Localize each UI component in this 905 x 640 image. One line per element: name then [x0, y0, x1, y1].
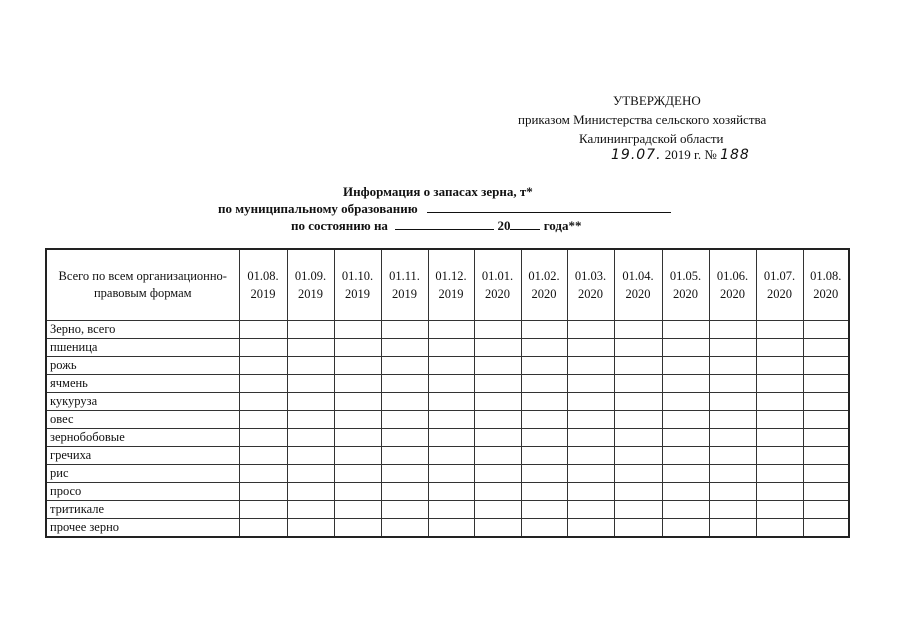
- empty-value-cell: [287, 321, 334, 339]
- empty-value-cell: [474, 357, 521, 375]
- empty-value-cell: [709, 429, 756, 447]
- empty-value-cell: [756, 501, 803, 519]
- row-label: кукуруза: [46, 393, 239, 411]
- empty-value-cell: [239, 483, 287, 501]
- empty-value-cell: [567, 519, 614, 538]
- row-label: прочее зерно: [46, 519, 239, 538]
- empty-value-cell: [334, 411, 381, 429]
- empty-value-cell: [662, 411, 709, 429]
- empty-value-cell: [521, 393, 567, 411]
- empty-value-cell: [239, 339, 287, 357]
- empty-value-cell: [803, 465, 849, 483]
- date-column-day: 01.12.: [435, 269, 467, 283]
- empty-value-cell: [381, 429, 428, 447]
- empty-value-cell: [614, 393, 662, 411]
- empty-value-cell: [662, 429, 709, 447]
- empty-value-cell: [239, 321, 287, 339]
- empty-value-cell: [334, 429, 381, 447]
- date-century: 20: [497, 218, 511, 233]
- approval-date-line: [611, 146, 750, 164]
- date-column-header: [662, 249, 709, 321]
- date-column-year: 2019: [345, 287, 370, 301]
- approval-year-text: 2019 г. №: [664, 147, 717, 162]
- date-column-header: [334, 249, 381, 321]
- empty-value-cell: [709, 519, 756, 538]
- table-row: [46, 393, 849, 411]
- table-row: [46, 429, 849, 447]
- date-day-blank: [395, 217, 494, 230]
- date-column-year: 2019: [438, 287, 464, 301]
- empty-value-cell: [614, 483, 662, 501]
- empty-value-cell: [614, 447, 662, 465]
- empty-value-cell: [614, 375, 662, 393]
- date-column-header: [709, 249, 756, 321]
- table-row: [46, 321, 849, 339]
- empty-value-cell: [803, 519, 849, 538]
- grain-stocks-table: [45, 248, 850, 538]
- table-body: [46, 321, 849, 538]
- empty-value-cell: [709, 447, 756, 465]
- empty-value-cell: [239, 357, 287, 375]
- approval-region-line: Калининградской области: [579, 131, 724, 146]
- empty-value-cell: [428, 429, 474, 447]
- empty-value-cell: [614, 411, 662, 429]
- empty-value-cell: [567, 339, 614, 357]
- empty-value-cell: [381, 375, 428, 393]
- empty-value-cell: [756, 447, 803, 465]
- empty-value-cell: [662, 375, 709, 393]
- empty-value-cell: [287, 411, 334, 429]
- municipality-label: по муниципальному образованию: [218, 201, 418, 216]
- empty-value-cell: [709, 483, 756, 501]
- empty-value-cell: [803, 357, 849, 375]
- empty-value-cell: [567, 501, 614, 519]
- table-row: [46, 483, 849, 501]
- row-label: овес: [46, 411, 239, 429]
- empty-value-cell: [334, 393, 381, 411]
- empty-value-cell: [521, 501, 567, 519]
- empty-value-cell: [803, 393, 849, 411]
- empty-value-cell: [756, 393, 803, 411]
- date-column-header: [428, 249, 474, 321]
- date-column-header: [239, 249, 287, 321]
- empty-value-cell: [287, 393, 334, 411]
- empty-value-cell: [474, 411, 521, 429]
- empty-value-cell: [756, 411, 803, 429]
- empty-value-cell: [428, 519, 474, 538]
- empty-value-cell: [239, 447, 287, 465]
- empty-value-cell: [662, 321, 709, 339]
- empty-value-cell: [662, 519, 709, 538]
- approval-order-line: приказом Министерства сельского хозяйства: [518, 112, 767, 127]
- empty-value-cell: [334, 357, 381, 375]
- empty-value-cell: [614, 465, 662, 483]
- date-column-header: [521, 249, 567, 321]
- empty-value-cell: [239, 519, 287, 538]
- empty-value-cell: [614, 519, 662, 538]
- empty-value-cell: [287, 519, 334, 538]
- empty-value-cell: [567, 465, 614, 483]
- empty-value-cell: [756, 321, 803, 339]
- municipality-line: [218, 200, 671, 218]
- empty-value-cell: [567, 393, 614, 411]
- empty-value-cell: [521, 483, 567, 501]
- empty-value-cell: [428, 321, 474, 339]
- date-column-day: 01.08.: [247, 269, 279, 283]
- date-column-day: 01.07.: [763, 269, 796, 283]
- table-row: [46, 411, 849, 429]
- table-row: [46, 447, 849, 465]
- empty-value-cell: [803, 483, 849, 501]
- table-row: [46, 339, 849, 357]
- empty-value-cell: [662, 447, 709, 465]
- empty-value-cell: [381, 447, 428, 465]
- date-column-year: 2020: [720, 287, 745, 301]
- empty-value-cell: [521, 447, 567, 465]
- row-label: зернобобовые: [46, 429, 239, 447]
- empty-value-cell: [381, 393, 428, 411]
- empty-value-cell: [662, 465, 709, 483]
- empty-value-cell: [287, 339, 334, 357]
- header-label-cell: Всего по всем организационно-правовым формам: [46, 249, 239, 321]
- empty-value-cell: [521, 321, 567, 339]
- empty-value-cell: [474, 375, 521, 393]
- date-column-header: [756, 249, 803, 321]
- empty-value-cell: [381, 321, 428, 339]
- empty-value-cell: [474, 429, 521, 447]
- empty-value-cell: [381, 411, 428, 429]
- empty-value-cell: [521, 357, 567, 375]
- date-column-day: 01.04.: [622, 269, 654, 283]
- empty-value-cell: [239, 429, 287, 447]
- empty-value-cell: [474, 501, 521, 519]
- empty-value-cell: [239, 375, 287, 393]
- empty-value-cell: [334, 339, 381, 357]
- empty-value-cell: [756, 519, 803, 538]
- empty-value-cell: [521, 429, 567, 447]
- approval-title: УТВЕРЖДЕНО: [613, 93, 701, 108]
- empty-value-cell: [709, 501, 756, 519]
- row-label: ячмень: [46, 375, 239, 393]
- empty-value-cell: [567, 321, 614, 339]
- empty-value-cell: [287, 447, 334, 465]
- form-heading: Информация о запасах зерна, т*: [343, 184, 533, 199]
- date-column-day: 01.01.: [481, 269, 514, 283]
- date-column-header: [474, 249, 521, 321]
- empty-value-cell: [474, 393, 521, 411]
- date-prefix: по состоянию на: [291, 218, 388, 233]
- table-row: [46, 465, 849, 483]
- empty-value-cell: [287, 465, 334, 483]
- empty-value-cell: [428, 339, 474, 357]
- empty-value-cell: [239, 411, 287, 429]
- empty-value-cell: [239, 501, 287, 519]
- row-label: пшеница: [46, 339, 239, 357]
- empty-value-cell: [381, 519, 428, 538]
- empty-value-cell: [709, 375, 756, 393]
- empty-value-cell: [287, 357, 334, 375]
- empty-value-cell: [381, 483, 428, 501]
- empty-value-cell: [428, 357, 474, 375]
- empty-value-cell: [428, 465, 474, 483]
- empty-value-cell: [803, 501, 849, 519]
- empty-value-cell: [567, 411, 614, 429]
- empty-value-cell: [803, 339, 849, 357]
- empty-value-cell: [381, 339, 428, 357]
- row-label: Зерно, всего: [46, 321, 239, 339]
- empty-value-cell: [239, 393, 287, 411]
- date-column-header: [614, 249, 662, 321]
- empty-value-cell: [614, 339, 662, 357]
- empty-value-cell: [803, 411, 849, 429]
- empty-value-cell: [521, 465, 567, 483]
- date-suffix: года**: [543, 218, 582, 233]
- empty-value-cell: [474, 519, 521, 538]
- date-column-year: 2020: [625, 287, 651, 301]
- empty-value-cell: [756, 429, 803, 447]
- table-row: [46, 357, 849, 375]
- empty-value-cell: [428, 393, 474, 411]
- table-row: [46, 375, 849, 393]
- empty-value-cell: [567, 357, 614, 375]
- empty-value-cell: [803, 447, 849, 465]
- empty-value-cell: [334, 321, 381, 339]
- empty-value-cell: [381, 465, 428, 483]
- date-column-day: 01.08.: [810, 269, 842, 283]
- empty-value-cell: [287, 501, 334, 519]
- empty-value-cell: [428, 483, 474, 501]
- empty-value-cell: [381, 501, 428, 519]
- empty-value-cell: [521, 339, 567, 357]
- empty-value-cell: [662, 483, 709, 501]
- empty-value-cell: [334, 519, 381, 538]
- empty-value-cell: [709, 465, 756, 483]
- date-column-day: 01.10.: [341, 269, 374, 283]
- date-column-day: 01.11.: [389, 269, 420, 283]
- row-label: просо: [46, 483, 239, 501]
- empty-value-cell: [474, 483, 521, 501]
- municipality-blank: [427, 200, 671, 213]
- empty-value-cell: [428, 375, 474, 393]
- empty-value-cell: [287, 483, 334, 501]
- empty-value-cell: [662, 357, 709, 375]
- handwritten-date: 19.07.: [611, 147, 662, 163]
- empty-value-cell: [521, 519, 567, 538]
- empty-value-cell: [567, 447, 614, 465]
- empty-value-cell: [334, 501, 381, 519]
- empty-value-cell: [474, 465, 521, 483]
- empty-value-cell: [662, 393, 709, 411]
- empty-value-cell: [239, 465, 287, 483]
- empty-value-cell: [709, 411, 756, 429]
- empty-value-cell: [567, 375, 614, 393]
- empty-value-cell: [709, 321, 756, 339]
- empty-value-cell: [567, 429, 614, 447]
- date-column-year: 2019: [250, 287, 276, 301]
- empty-value-cell: [803, 321, 849, 339]
- date-column-day: 01.09.: [294, 269, 327, 283]
- empty-value-cell: [614, 501, 662, 519]
- empty-value-cell: [428, 447, 474, 465]
- empty-value-cell: [756, 357, 803, 375]
- date-column-year: 2020: [531, 287, 557, 301]
- date-column-year: 2020: [813, 287, 839, 301]
- empty-value-cell: [381, 357, 428, 375]
- empty-value-cell: [334, 447, 381, 465]
- date-column-day: 01.03.: [574, 269, 607, 283]
- empty-value-cell: [803, 429, 849, 447]
- row-label: рис: [46, 465, 239, 483]
- empty-value-cell: [709, 339, 756, 357]
- empty-value-cell: [334, 483, 381, 501]
- table-header-row: [46, 249, 849, 321]
- empty-value-cell: [567, 483, 614, 501]
- empty-value-cell: [709, 393, 756, 411]
- date-column-header: [567, 249, 614, 321]
- empty-value-cell: [474, 321, 521, 339]
- empty-value-cell: [334, 375, 381, 393]
- empty-value-cell: [614, 321, 662, 339]
- empty-value-cell: [662, 339, 709, 357]
- empty-value-cell: [521, 411, 567, 429]
- date-column-header: [803, 249, 849, 321]
- date-column-year: 2020: [578, 287, 603, 301]
- date-year-blank: [510, 217, 540, 230]
- empty-value-cell: [287, 375, 334, 393]
- date-column-header: [381, 249, 428, 321]
- date-column-day: 01.06.: [716, 269, 749, 283]
- row-label: рожь: [46, 357, 239, 375]
- empty-value-cell: [614, 357, 662, 375]
- empty-value-cell: [756, 465, 803, 483]
- empty-value-cell: [614, 429, 662, 447]
- date-column-header: [287, 249, 334, 321]
- date-column-day: 01.02.: [528, 269, 560, 283]
- date-column-day: 01.05.: [669, 269, 702, 283]
- date-column-year: 2019: [298, 287, 323, 301]
- date-line: [291, 217, 581, 235]
- date-column-year: 2020: [673, 287, 698, 301]
- date-column-year: 2019: [392, 287, 417, 301]
- empty-value-cell: [709, 357, 756, 375]
- empty-value-cell: [428, 411, 474, 429]
- empty-value-cell: [662, 501, 709, 519]
- empty-value-cell: [474, 447, 521, 465]
- empty-value-cell: [428, 501, 474, 519]
- table-row: [46, 519, 849, 538]
- empty-value-cell: [521, 375, 567, 393]
- row-label: гречиха: [46, 447, 239, 465]
- empty-value-cell: [474, 339, 521, 357]
- date-column-year: 2020: [485, 287, 510, 301]
- row-label: тритикале: [46, 501, 239, 519]
- empty-value-cell: [756, 483, 803, 501]
- empty-value-cell: [803, 375, 849, 393]
- table-row: [46, 501, 849, 519]
- empty-value-cell: [287, 429, 334, 447]
- handwritten-number: 188: [720, 147, 750, 163]
- empty-value-cell: [756, 375, 803, 393]
- empty-value-cell: [756, 339, 803, 357]
- empty-value-cell: [334, 465, 381, 483]
- date-column-year: 2020: [767, 287, 792, 301]
